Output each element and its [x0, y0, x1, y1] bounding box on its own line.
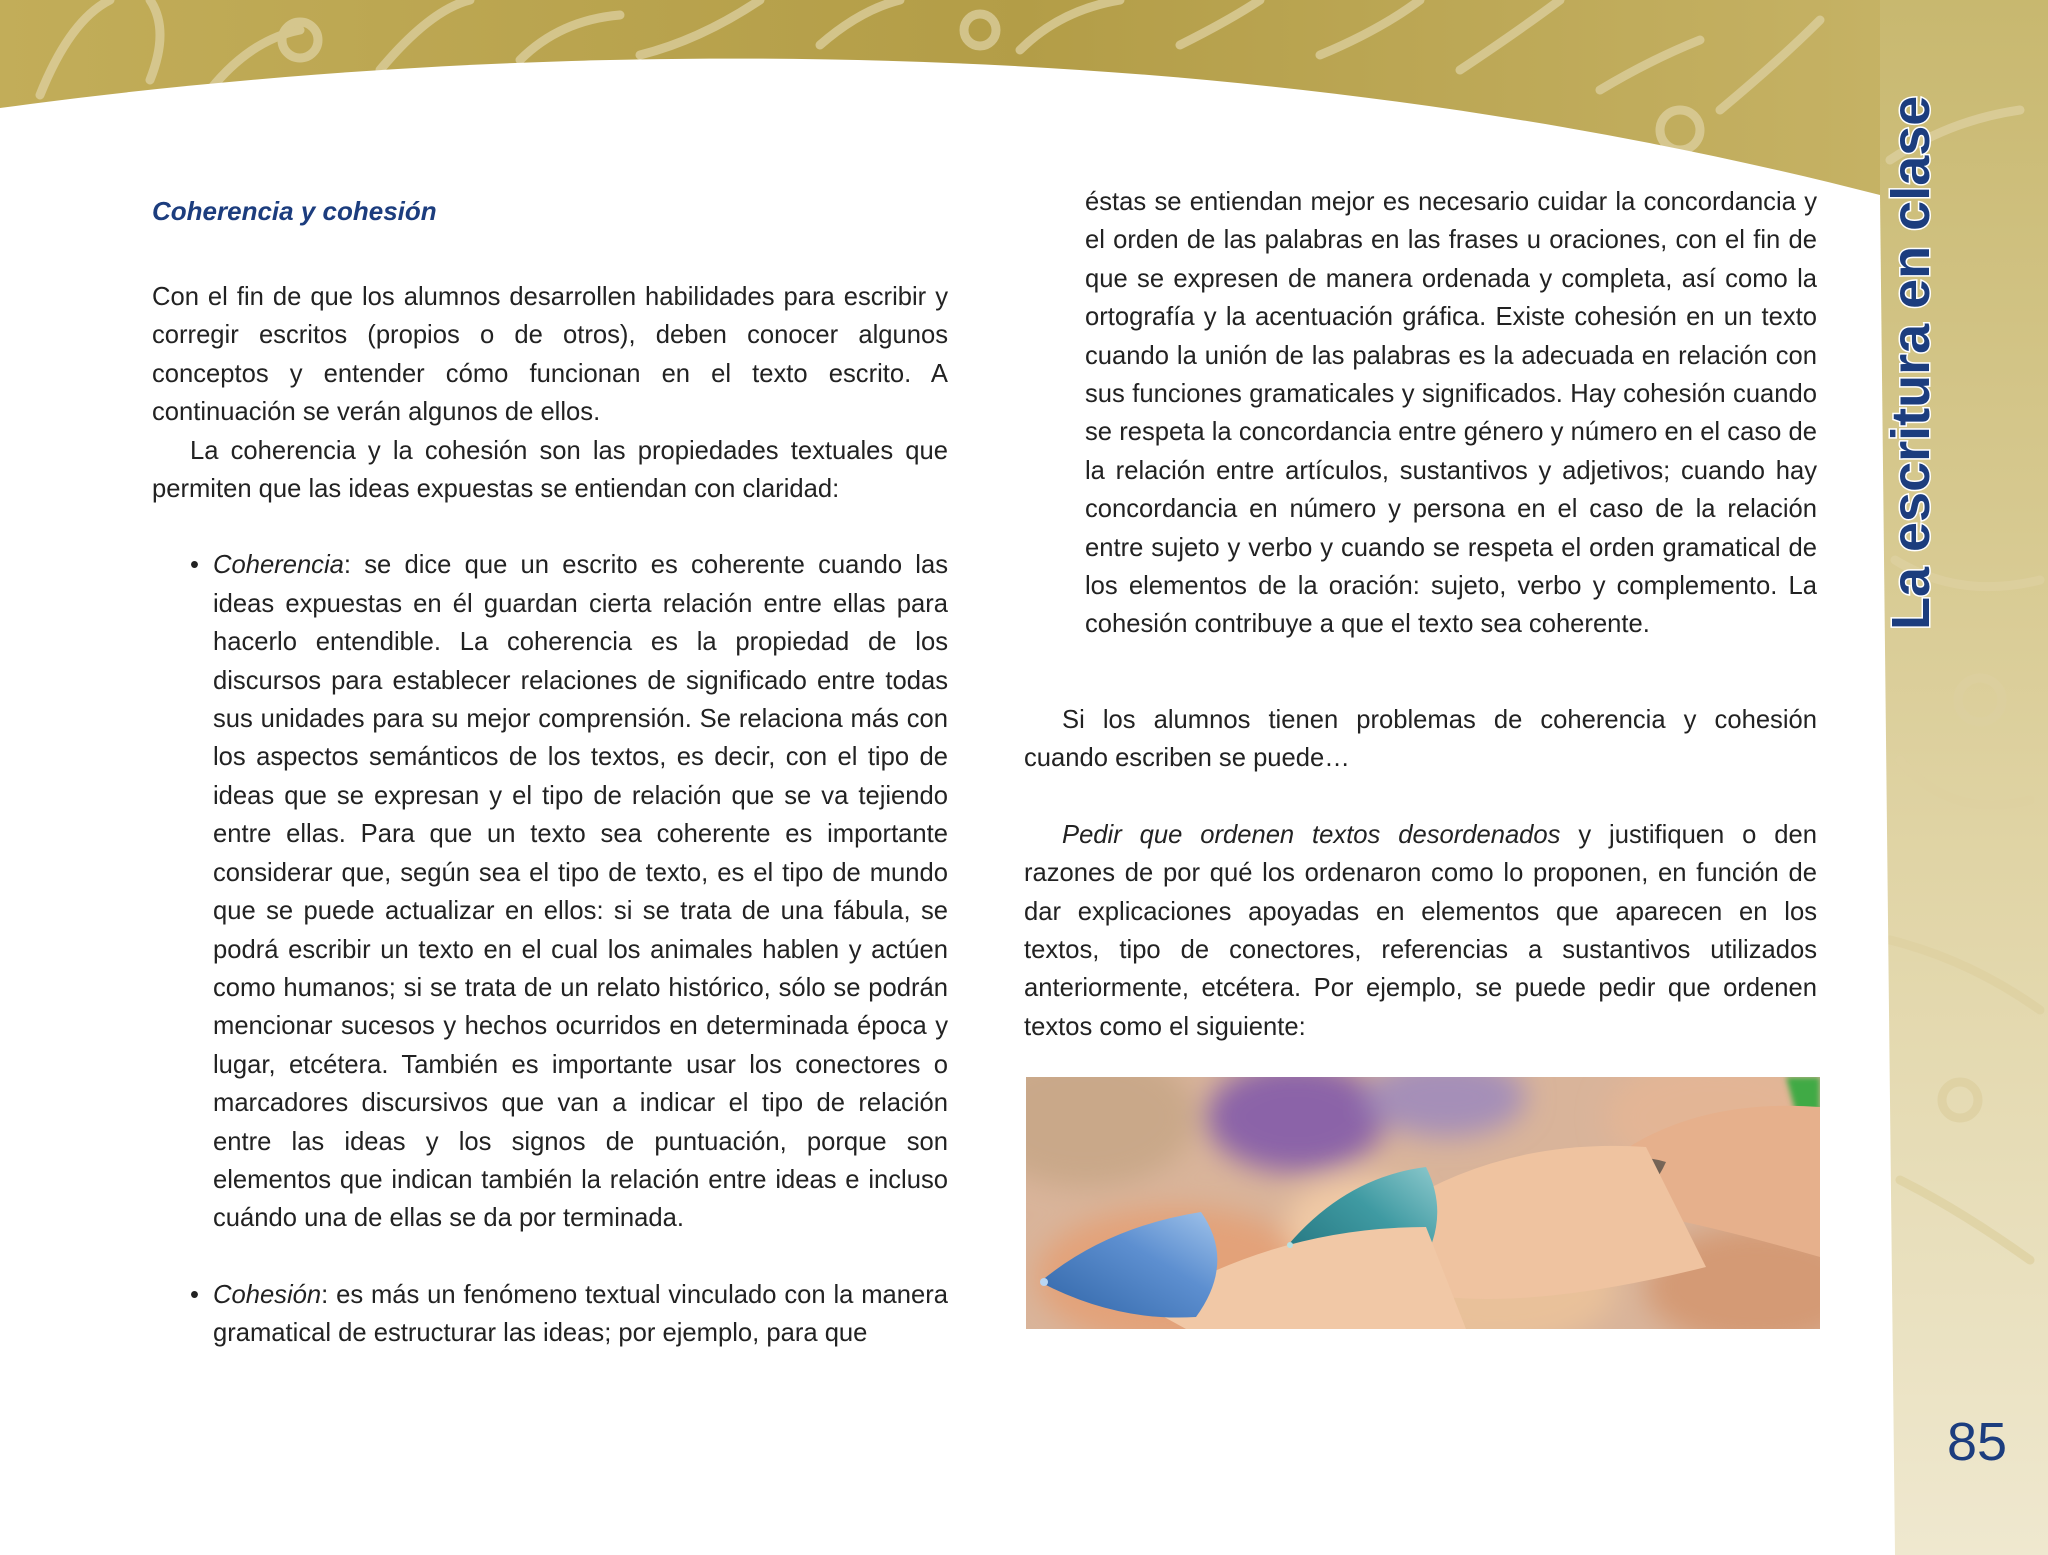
bullet-coherencia [152, 546, 948, 1237]
properties-paragraph: La coherencia y la cohesión son las propiedades textuales que permiten que las ideas expuestas se entiendan con claridad: [152, 436, 948, 504]
right-column-continuation [1085, 183, 1817, 644]
cohesion-continuation: éstas se entiendan mejor es necesario cuidar la concordancia y el orden de las palabras en las frases u oraciones, con el fin de que se expresen de manera ordenada y completa, así como la ortografía y la acentuación gráfica. Existe cohesión en un texto cuando la unión de las palabras es la adecuada en relación con sus funciones gramaticales y significados. Hay cohesión cuando se respeta la concordancia entre género y número en el caso de la relación entre artículos, sustantivos y adjetivos; cuando hay concordancia en número y persona en el caso de la relación entre sujeto y verbo y cuando se respeta el orden gramatical de los elementos de la oración: sujeto, verbo y complemento. La cohesión contribuye a que el texto sea coherente. [1085, 188, 1817, 639]
colored-pencils-photo [1026, 1077, 1820, 1329]
section-title-vertical: La escritura en clase [1881, 95, 1941, 630]
term-coherencia: Coherencia [213, 551, 344, 580]
problem-intro: Si los alumnos tienen problemas de coherencia y cohesión cuando escriben se puede… [1024, 706, 1817, 773]
strategy-paragraph [1024, 816, 1817, 1046]
bullet-coherencia-text [213, 546, 948, 1237]
page-number: 85 [1946, 1412, 2008, 1472]
section-heading: Coherencia y cohesión [152, 196, 437, 226]
strategy-text: y justifiquen o den razones de por qué los ordenaron como lo proponen, en función de dar explicaciones apoyadas en elementos que aparecen en los textos, tipo de conectores, referencias a sustantivos utilizados anteriormente, etcétera. Por ejemplo, se puede pedir que ordenen textos como el siguiente: [1024, 820, 1817, 1041]
definition-cohesion: : es más un fenómeno textual vinculado con la manera gramatical de estructurar las ideas; por ejemplo, para que [213, 1280, 948, 1348]
left-column [152, 278, 948, 1353]
strategy-emphasis: Pedir que ordenen textos desordenados [1062, 820, 1561, 849]
bullet-icon: • [190, 551, 199, 580]
intro-paragraph: Con el fin de que los alumnos desarrollen habilidades para escribir y corregir escritos (propios o de otros), deben conocer algunos conceptos y entender cómo funcionan en el texto escrito. A continuación se verán algunos de ellos. [152, 283, 948, 427]
right-column [1024, 701, 1817, 1046]
bullet-cohesion [152, 1276, 948, 1353]
term-cohesion: Cohesión [213, 1280, 322, 1309]
bullet-icon: • [190, 1280, 199, 1309]
definition-coherencia: : se dice que un escrito es coherente cuando las ideas expuestas en él guardan cierta relación entre ellas para hacerlo entendible. La coherencia es la propiedad de los discursos para establecer relaciones de significado entre todas sus unidades para su mejor comprensión. Se relaciona más con los aspectos semánticos de los textos, es decir, con el tipo de ideas que se expresan y el tipo de relación que se va tejiendo entre ellas. Para que un texto sea coherente es importante considerar que, según sea el tipo de texto, es el tipo de mundo que se puede actualizar en ellos: si se trata de una fábula, se podrá escribir un texto en el cual los animales hablen y actúen como humanos; si se trata de un relato histórico, sólo se podrán mencionar sucesos y hechos ocurridos en determinada época y lugar, etcétera. También es importante usar los conectores o marcadores discursivos que van a indicar el tipo de relación entre las ideas y los signos de puntuación, porque son elementos que indican también la relación entre ideas e incluso cuándo una de ellas se da por terminada. [213, 551, 948, 1233]
bullet-cohesion-text [213, 1276, 948, 1353]
